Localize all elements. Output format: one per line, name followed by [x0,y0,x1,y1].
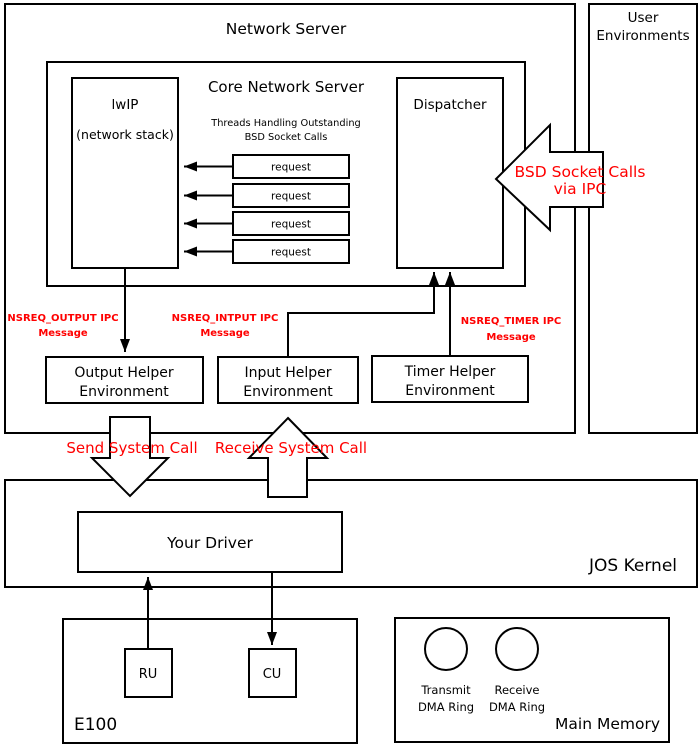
input-helper-label-line1: Input Helper [244,365,332,381]
output-helper-label-line2: Environment [79,384,169,400]
ru-label: RU [138,667,158,682]
request-label-2: request [271,190,311,203]
request-label-1: request [271,161,311,174]
lwip-sublabel: (network stack) [76,127,174,142]
receive-system-call-label: Receive System Call [214,439,368,457]
nsreq-timer-label-line1: NSREQ_TIMER IPC [460,316,562,327]
request-label-3: request [271,218,311,231]
main-memory-label: Main Memory [555,715,660,733]
your-driver-label: Your Driver [167,534,253,552]
nsreq-intput-label-line1: NSREQ_INTPUT IPC [171,313,279,324]
timer-helper-label-line2: Environment [405,383,495,399]
receive-ring-label-line2: DMA Ring [488,700,546,714]
transmit-ring-label-line1: Transmit [421,683,471,697]
output-helper-label-line1: Output Helper [74,365,174,381]
request-label-4: request [271,246,311,259]
bsd-socket-calls-label-line1: BSD Socket Calls [514,163,646,181]
nsreq-timer-label-line2: Message [486,332,536,343]
user-environments-title-line2: Environments [596,28,690,44]
input-helper-label-line2: Environment [243,384,333,400]
user-environments-title-line1: User [627,10,659,26]
bsd-socket-calls-label-line2: via IPC [553,180,607,198]
transmit-dma-ring-circle [425,628,467,670]
transmit-ring-label-line2: DMA Ring [417,700,475,714]
jos-kernel-label: JOS Kernel [589,556,677,576]
lwip-label: lwIP [111,97,139,113]
receive-ring-label-line1: Receive [494,683,540,697]
nsreq-output-label-line1: NSREQ_OUTPUT IPC [7,313,119,324]
network-server-title: Network Server [225,20,347,38]
send-system-call-label: Send System Call [66,439,198,457]
cu-label: CU [262,667,282,682]
threads-note-line2: BSD Socket Calls [244,132,328,143]
timer-helper-label-line1: Timer Helper [404,364,496,380]
nsreq-output-label-line2: Message [38,328,88,339]
nsreq-intput-label-line2: Message [200,328,250,339]
core-network-server-title: Core Network Server [207,78,365,96]
threads-note-line1: Threads Handling Outstanding [211,118,361,129]
dispatcher-label: Dispatcher [413,97,487,113]
user-environments-box [589,4,697,433]
receive-dma-ring-circle [496,628,538,670]
e100-label: E100 [74,715,118,735]
